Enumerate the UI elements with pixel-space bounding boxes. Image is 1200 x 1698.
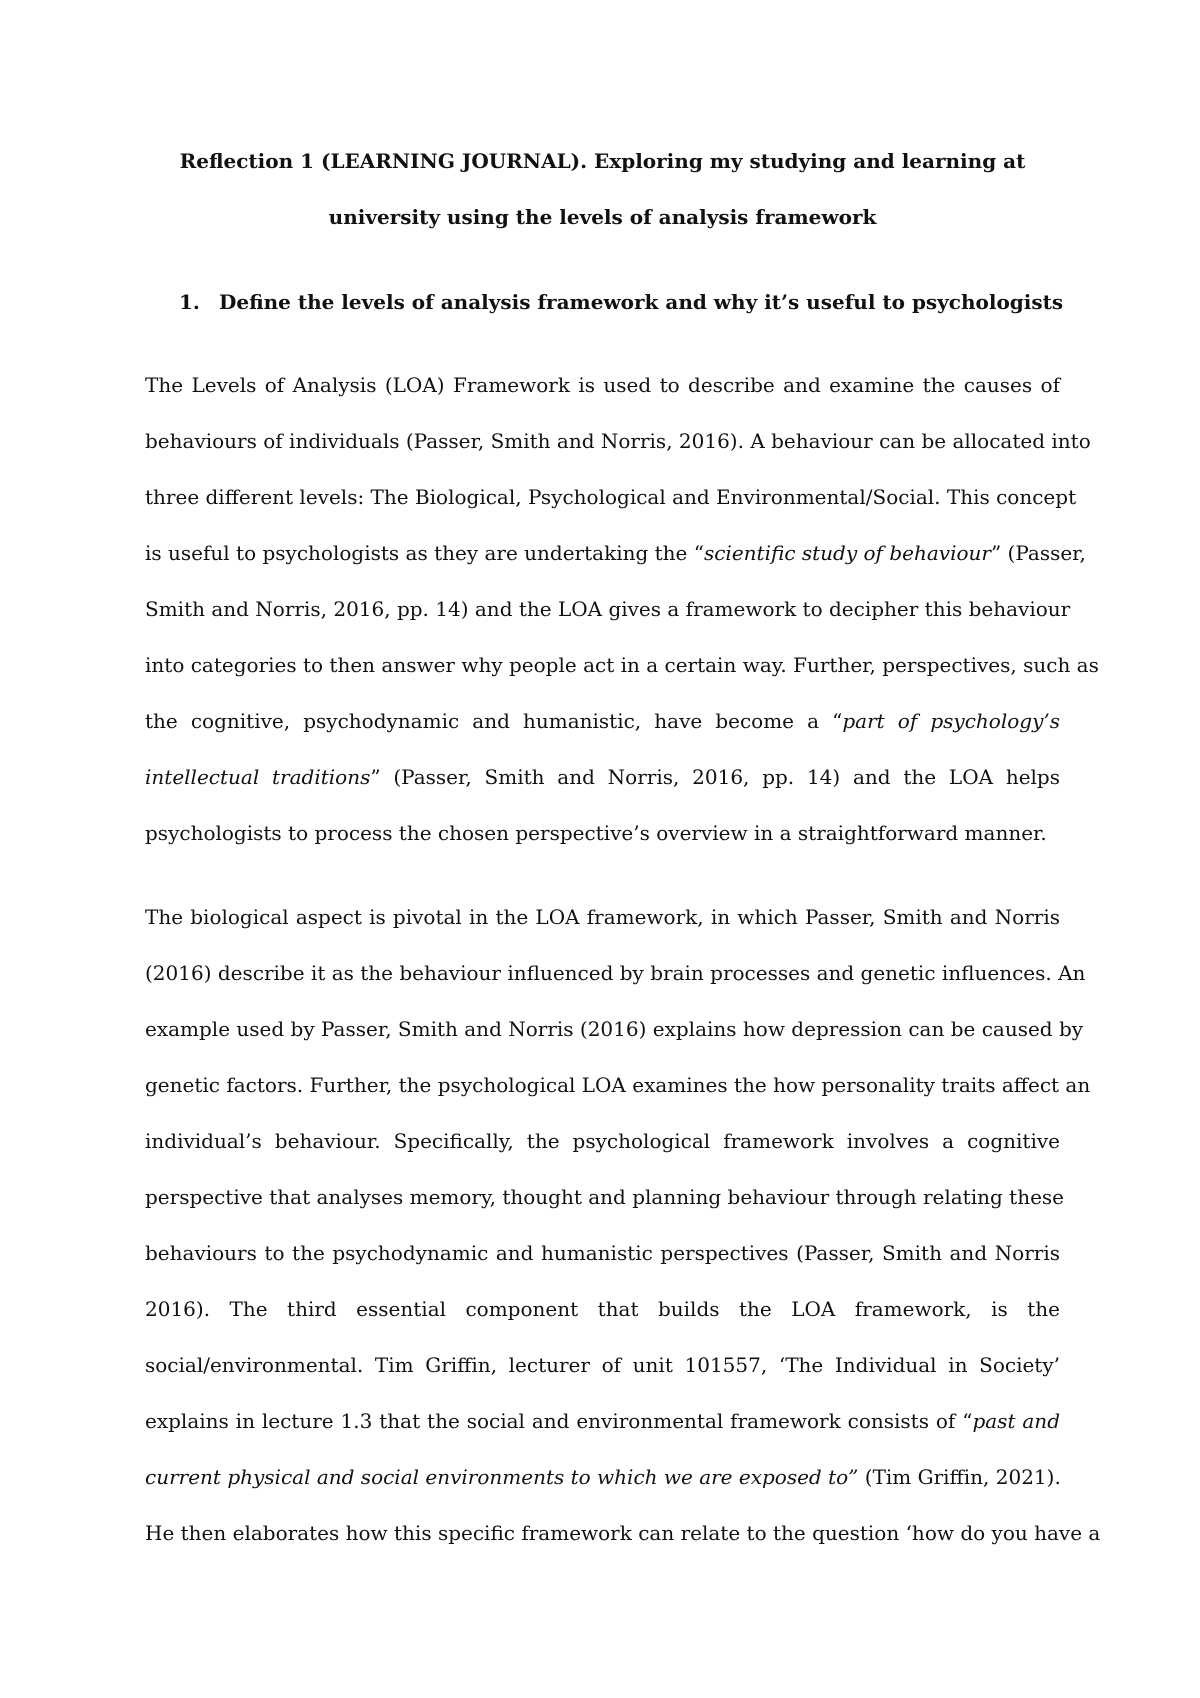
paragraph-line: example used by Passer, Smith and Norris (2016) explains how depression can be caused by [145, 1017, 1084, 1041]
section-heading-text: Define the levels of analysis framework and why it’s useful to psychologists [219, 290, 1064, 314]
paragraph-line [145, 1449, 1060, 1505]
quoted-phrase: part of psychology’s [842, 709, 1060, 733]
quoted-phrase: past and [972, 1409, 1060, 1433]
paragraph-line [145, 525, 1086, 581]
quoted-phrase: current physical and social environments to which we are exposed to” [145, 1465, 859, 1489]
text-run: the cognitive, psychodynamic and humanistic, have become a “ [145, 709, 843, 733]
paragraph-line: behaviours of individuals (Passer, Smith and Norris, 2016). A behaviour can be allocated into [145, 429, 1091, 453]
text-run: ” (Passer, Smith and Norris, 2016, pp. 14) and the LOA helps [370, 765, 1060, 789]
paragraph-line [145, 693, 1060, 749]
paragraph-line: into categories to then answer why people act in a certain way. Further, perspectives, such as [145, 653, 1099, 677]
paragraph-line: perspective that analyses memory, thought and planning behaviour through relating these [145, 1185, 1065, 1209]
paragraph-line: Smith and Norris, 2016, pp. 14) and the LOA gives a framework to decipher this behaviour [145, 597, 1071, 621]
text-run: (Tim Griffin, 2021). [858, 1465, 1061, 1489]
text-run: ” (Passer, [990, 541, 1086, 565]
document-title-line-2: university using the levels of analysis framework [328, 205, 877, 229]
paragraph-1 [145, 357, 1099, 861]
paragraph-line: (2016) describe it as the behaviour influenced by brain processes and genetic influences. An [145, 961, 1086, 985]
text-run: explains in lecture 1.3 that the social and environmental framework consists of “ [145, 1409, 973, 1433]
quoted-phrase: intellectual traditions [145, 765, 371, 789]
text-run: is useful to psychologists as they are undertaking the “ [145, 541, 704, 565]
section-heading [145, 290, 1064, 314]
paragraph-line: social/environmental. Tim Griffin, lecturer of unit 101557, ‘The Individual in Society’ [145, 1353, 1060, 1377]
paragraph-line: individual’s behaviour. Specifically, the psychological framework involves a cognitive [145, 1129, 1060, 1153]
document-title-line-1: Reflection 1 (LEARNING JOURNAL). Exploring my studying and learning at [179, 149, 1026, 173]
paragraph-line: 2016). The third essential component that builds the LOA framework, is the [145, 1297, 1060, 1321]
paragraph-line [145, 749, 1060, 805]
paragraph-line: three different levels: The Biological, Psychological and Environmental/Social. This concept [145, 485, 1077, 509]
paragraph-line: psychologists to process the chosen perspective’s overview in a straightforward manner. [145, 821, 1047, 845]
paragraph-line: The biological aspect is pivotal in the LOA framework, in which Passer, Smith and Norris [145, 905, 1060, 929]
paragraph-2 [145, 889, 1101, 1561]
paragraph-line: He then elaborates how this specific framework can relate to the question ‘how do you have a [145, 1521, 1101, 1545]
paragraph-line: genetic factors. Further, the psychological LOA examines the how personality traits affect an [145, 1073, 1091, 1097]
quoted-phrase: scientific study of behaviour [703, 541, 991, 565]
paragraph-line [145, 1393, 1060, 1449]
paragraph-line: The Levels of Analysis (LOA) Framework is used to describe and examine the causes of [145, 373, 1060, 397]
paragraph-line: behaviours to the psychodynamic and humanistic perspectives (Passer, Smith and Norris [145, 1241, 1060, 1265]
section-number: 1. [179, 290, 200, 314]
